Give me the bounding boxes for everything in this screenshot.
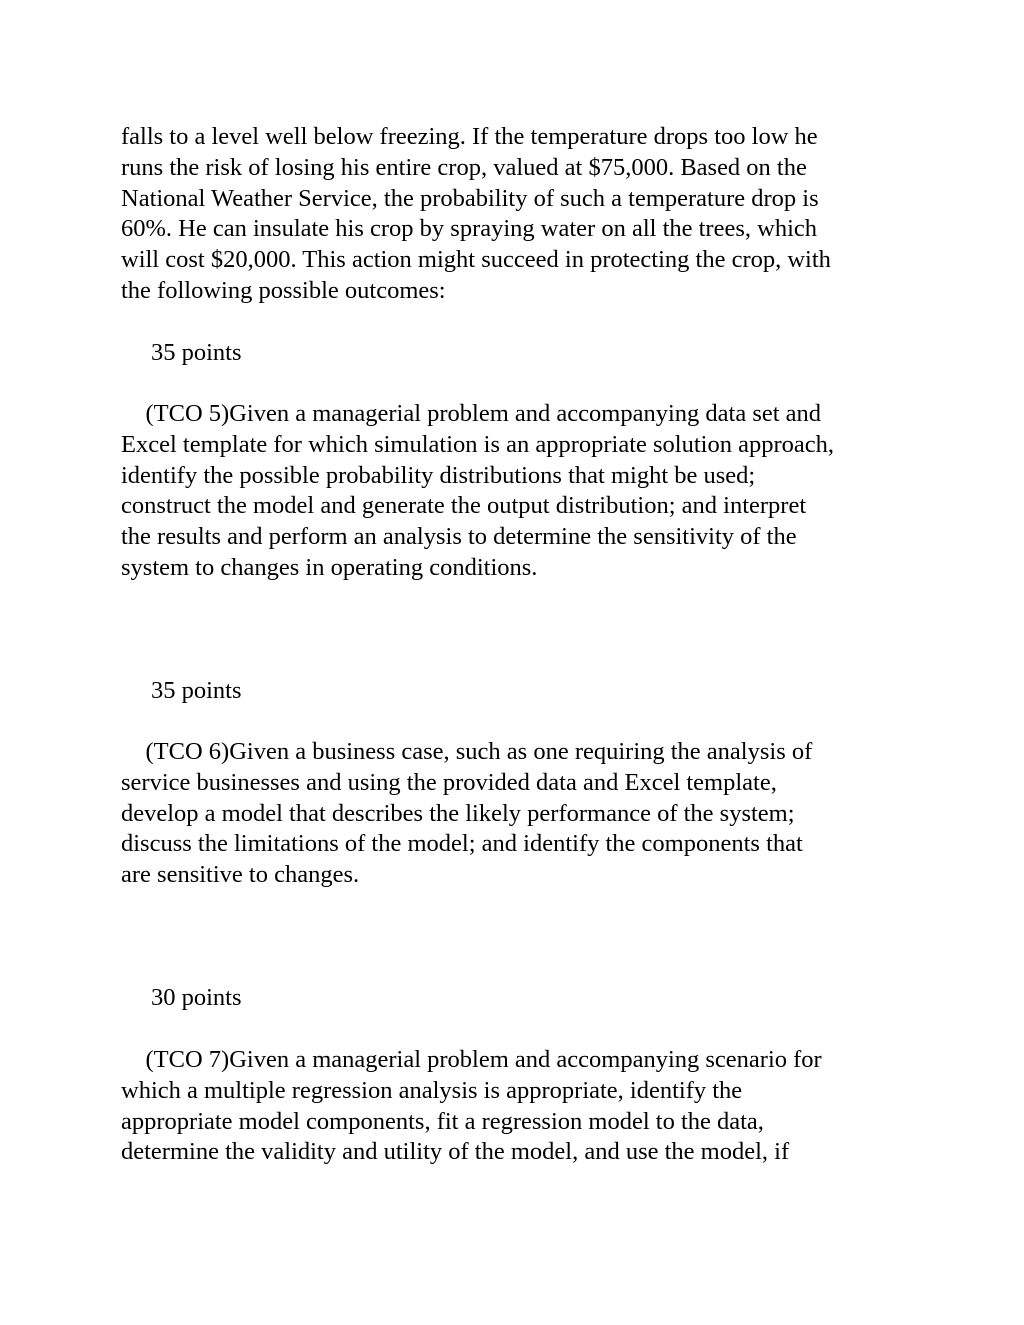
points-label-tco6: 35 points bbox=[151, 677, 242, 704]
tco7-paragraph bbox=[121, 1045, 911, 1168]
paragraph-line: 60%. He can insulate his crop by spraying water on all the trees, which bbox=[121, 215, 818, 243]
paragraph-line: falls to a level well below freezing. If the temperature drops too low he bbox=[121, 123, 818, 150]
paragraph-line: system to changes in operating conditions. bbox=[121, 553, 538, 581]
paragraph-line: identify the possible probability distributions that might be used; bbox=[121, 461, 756, 489]
paragraph-line: the following possible outcomes: bbox=[121, 276, 446, 304]
paragraph-line: appropriate model components, fit a regression model to the data, bbox=[121, 1107, 764, 1135]
paragraph-line: National Weather Service, the probability of such a temperature drop is bbox=[121, 184, 819, 212]
tco5-paragraph bbox=[121, 399, 911, 584]
paragraph-line: will cost $20,000. This action might succeed in protecting the crop, with bbox=[121, 246, 831, 274]
paragraph-line: the results and perform an analysis to determine the sensitivity of the bbox=[121, 523, 797, 551]
paragraph-line: construct the model and generate the output distribution; and interpret bbox=[121, 492, 807, 520]
points-label-tco5: 35 points bbox=[151, 339, 242, 366]
paragraph-line: service businesses and using the provided data and Excel template, bbox=[121, 768, 777, 796]
paragraph-line: discuss the limitations of the model; and identify the components that bbox=[121, 830, 803, 858]
continuation-paragraph bbox=[121, 122, 911, 307]
paragraph-line: Excel template for which simulation is an appropriate solution approach, bbox=[121, 430, 835, 458]
paragraph-line: which a multiple regression analysis is appropriate, identify the bbox=[121, 1076, 743, 1104]
paragraph-line: determine the validity and utility of the model, and use the model, if bbox=[121, 1138, 790, 1166]
paragraph-line: (TCO 7)Given a managerial problem and accompanying scenario for bbox=[121, 1046, 822, 1073]
paragraph-line: (TCO 6)Given a business case, such as one requiring the analysis of bbox=[121, 738, 813, 765]
paragraph-line: develop a model that describes the likely performance of the system; bbox=[121, 799, 795, 827]
points-label-tco7: 30 points bbox=[151, 984, 242, 1011]
paragraph-line: (TCO 5)Given a managerial problem and accompanying data set and bbox=[121, 400, 822, 427]
paragraph-line: are sensitive to changes. bbox=[121, 861, 360, 889]
paragraph-line: runs the risk of losing his entire crop, valued at $75,000. Based on the bbox=[121, 153, 807, 181]
tco6-paragraph bbox=[121, 737, 911, 891]
